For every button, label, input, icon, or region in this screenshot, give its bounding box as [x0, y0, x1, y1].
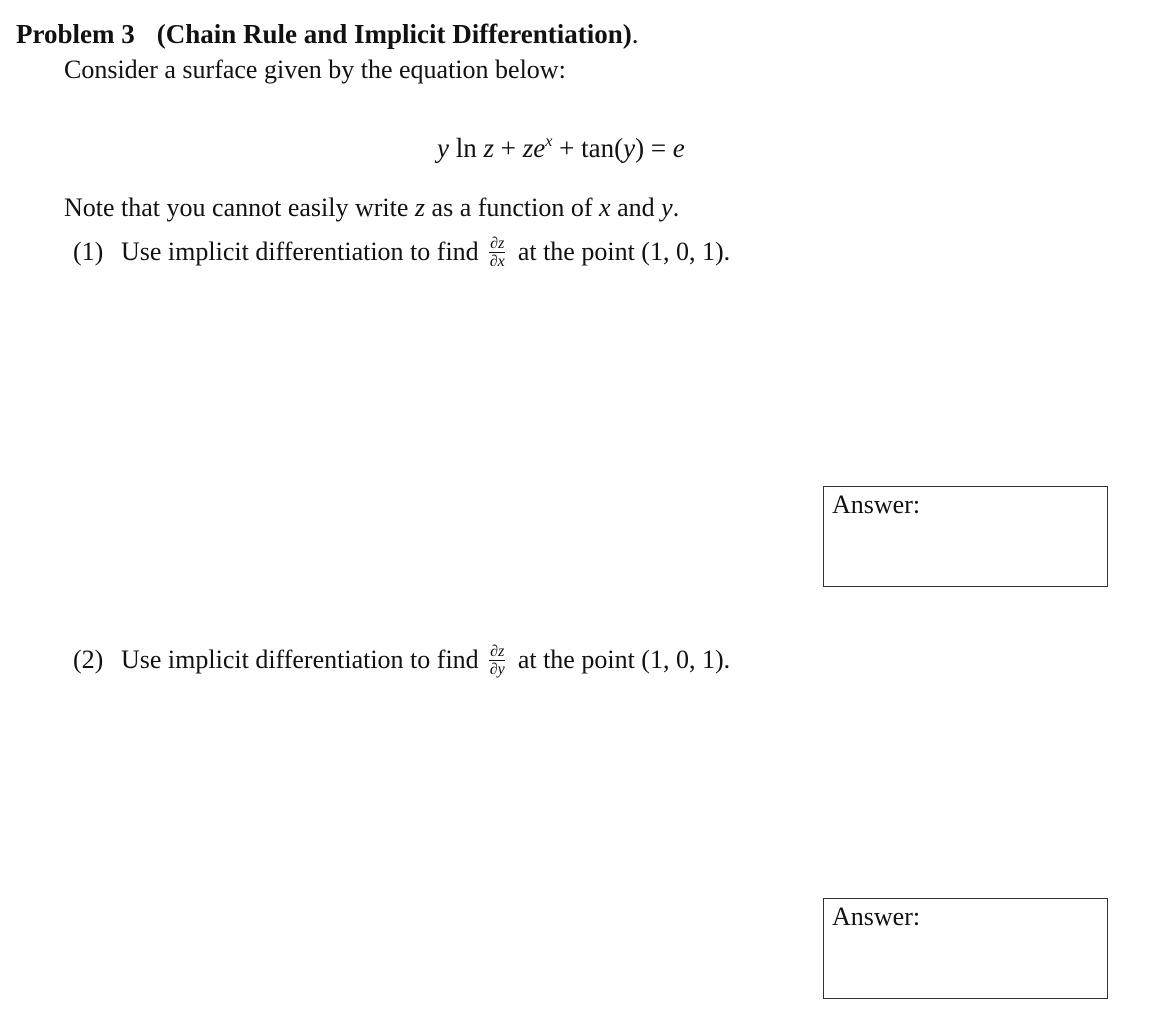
eq-rhs: e — [672, 133, 685, 163]
part-1-question — [73, 235, 730, 271]
problem-label: Problem 3 — [16, 19, 135, 49]
eq-exponent-x: x — [545, 133, 553, 150]
part-text-after: at the point (1, 0, 1). — [517, 645, 731, 674]
answer-box-2[interactable] — [823, 898, 1108, 999]
frac-denominator: ∂y — [489, 660, 505, 678]
frac-denominator: ∂x — [489, 252, 505, 270]
note-var-x: x — [599, 193, 611, 222]
eq-equals: = — [644, 133, 673, 163]
problem-intro: Consider a surface given by the equation below: — [64, 55, 566, 84]
problem-title: (Chain Rule and Implicit Differentiation) — [156, 19, 632, 49]
eq-ln: ln — [448, 133, 484, 163]
note-text — [64, 192, 679, 224]
eq-var-y: y — [437, 133, 449, 163]
eq-tan-close: ) — [635, 133, 645, 163]
part-2-question — [73, 643, 730, 679]
problem-title-period: . — [631, 19, 639, 49]
eq-tan-arg: y — [623, 133, 636, 163]
note-part: Note that you cannot easily write — [64, 193, 415, 222]
partial-derivative-dz-dx — [489, 236, 505, 269]
part-text-after: at the point (1, 0, 1). — [517, 237, 731, 266]
note-var-z: z — [414, 193, 426, 222]
problem-heading — [16, 17, 639, 51]
eq-plus: + — [552, 133, 582, 163]
part-text-before: Use implicit differentiation to find — [121, 645, 479, 674]
surface-equation — [437, 130, 685, 166]
partial-derivative-dz-dy — [489, 644, 505, 677]
part-text-before: Use implicit differentiation to find — [121, 237, 479, 266]
eq-var-z: z — [483, 133, 495, 163]
note-part: and — [610, 193, 662, 222]
answer-box-1[interactable] — [823, 486, 1108, 587]
answer-label: Answer: — [832, 902, 921, 931]
part-number: (1) — [73, 237, 104, 266]
note-var-y: y — [661, 193, 673, 222]
part-number: (2) — [73, 645, 104, 674]
eq-ze: ze — [522, 133, 546, 163]
note-part: as a function of — [425, 193, 600, 222]
note-part: . — [672, 193, 680, 222]
frac-numerator: ∂z — [490, 642, 505, 660]
frac-numerator: ∂z — [490, 234, 505, 252]
eq-tan: tan( — [581, 133, 624, 163]
answer-label: Answer: — [832, 490, 921, 519]
eq-plus: + — [494, 133, 523, 163]
